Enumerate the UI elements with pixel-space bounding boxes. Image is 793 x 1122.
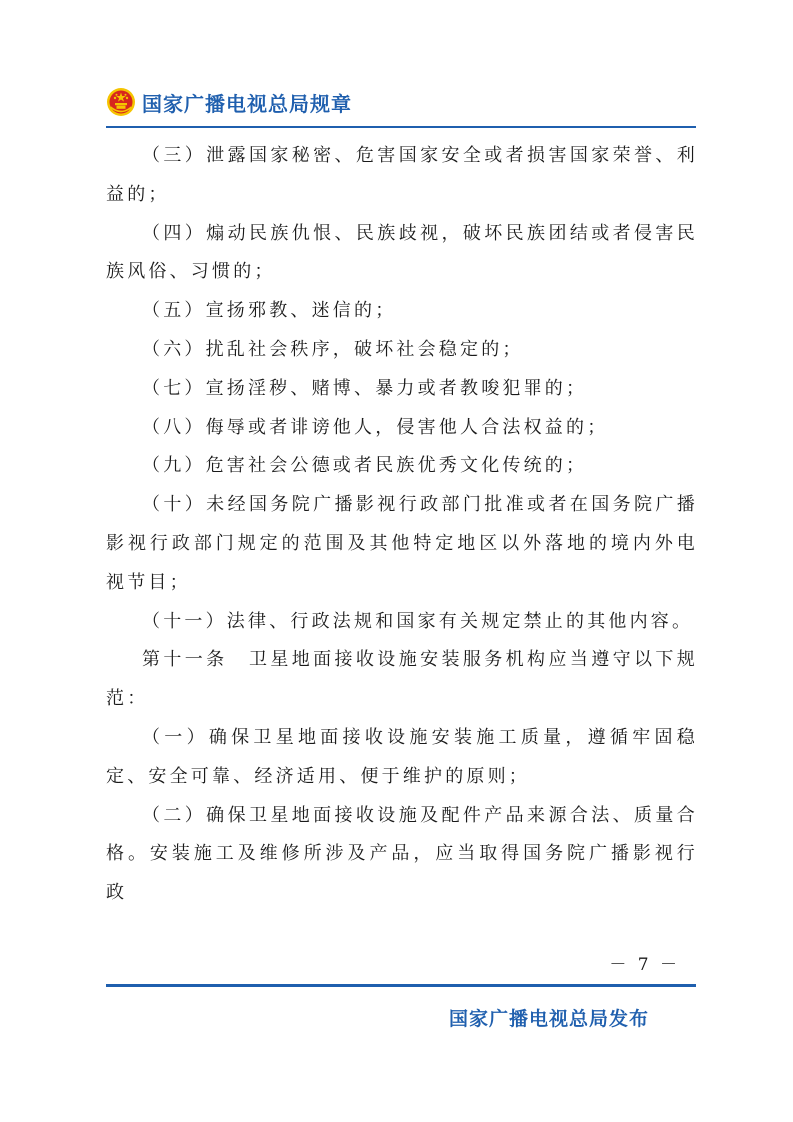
paragraph-item-6: （六）扰乱社会秩序，破坏社会稳定的； xyxy=(142,338,524,360)
paragraph-item-7: （七）宣扬淫秽、赌博、暴力或者教唆犯罪的； xyxy=(142,377,588,399)
article-11-item-1: （一）确保卫星地面接收设施安装施工质量，遵循牢固稳定、安全可靠、经济适用、便于维护的原则； xyxy=(106,726,698,787)
footer-divider xyxy=(106,984,696,987)
paragraph-item-8: （八）侮辱或者诽谤他人，侵害他人合法权益的； xyxy=(142,416,609,438)
national-emblem-icon xyxy=(106,87,136,117)
footer-publisher: 国家广播电视总局发布 xyxy=(448,1008,649,1030)
paragraph-item-5: （五）宣扬邪教、迷信的； xyxy=(142,300,397,322)
page-header xyxy=(106,84,352,120)
paragraph-item-10: （十）未经国务院广播影视行政部门批准或者在国务院广播影视行政部门规定的范围及其他特定地区以外落地的境内外电视节目； xyxy=(106,494,698,593)
header-divider xyxy=(106,126,696,128)
paragraph-item-3: （三）泄露国家秘密、危害国家安全或者损害国家荣誉、利益的； xyxy=(106,145,698,205)
document-body xyxy=(106,137,698,913)
page-number: － 7 － xyxy=(609,955,680,975)
paragraph-item-11: （十一）法律、行政法规和国家有关规定禁止的其他内容。 xyxy=(142,610,694,632)
header-title: 国家广播电视总局规章 xyxy=(142,91,352,116)
paragraph-item-9: （九）危害社会公德或者民族优秀文化传统的； xyxy=(142,455,588,477)
article-11-heading: 第十一条 卫星地面接收设施安装服务机构应当遵守以下规范： xyxy=(106,649,698,710)
paragraph-item-4: （四）煽动民族仇恨、民族歧视，破坏民族团结或者侵害民族风俗、习惯的； xyxy=(106,222,698,283)
article-11-item-2: （二）确保卫星地面接收设施及配件产品来源合法、质量合格。安装施工及维修所涉及产品，应当取得国务院广播影视行政 xyxy=(106,804,698,904)
